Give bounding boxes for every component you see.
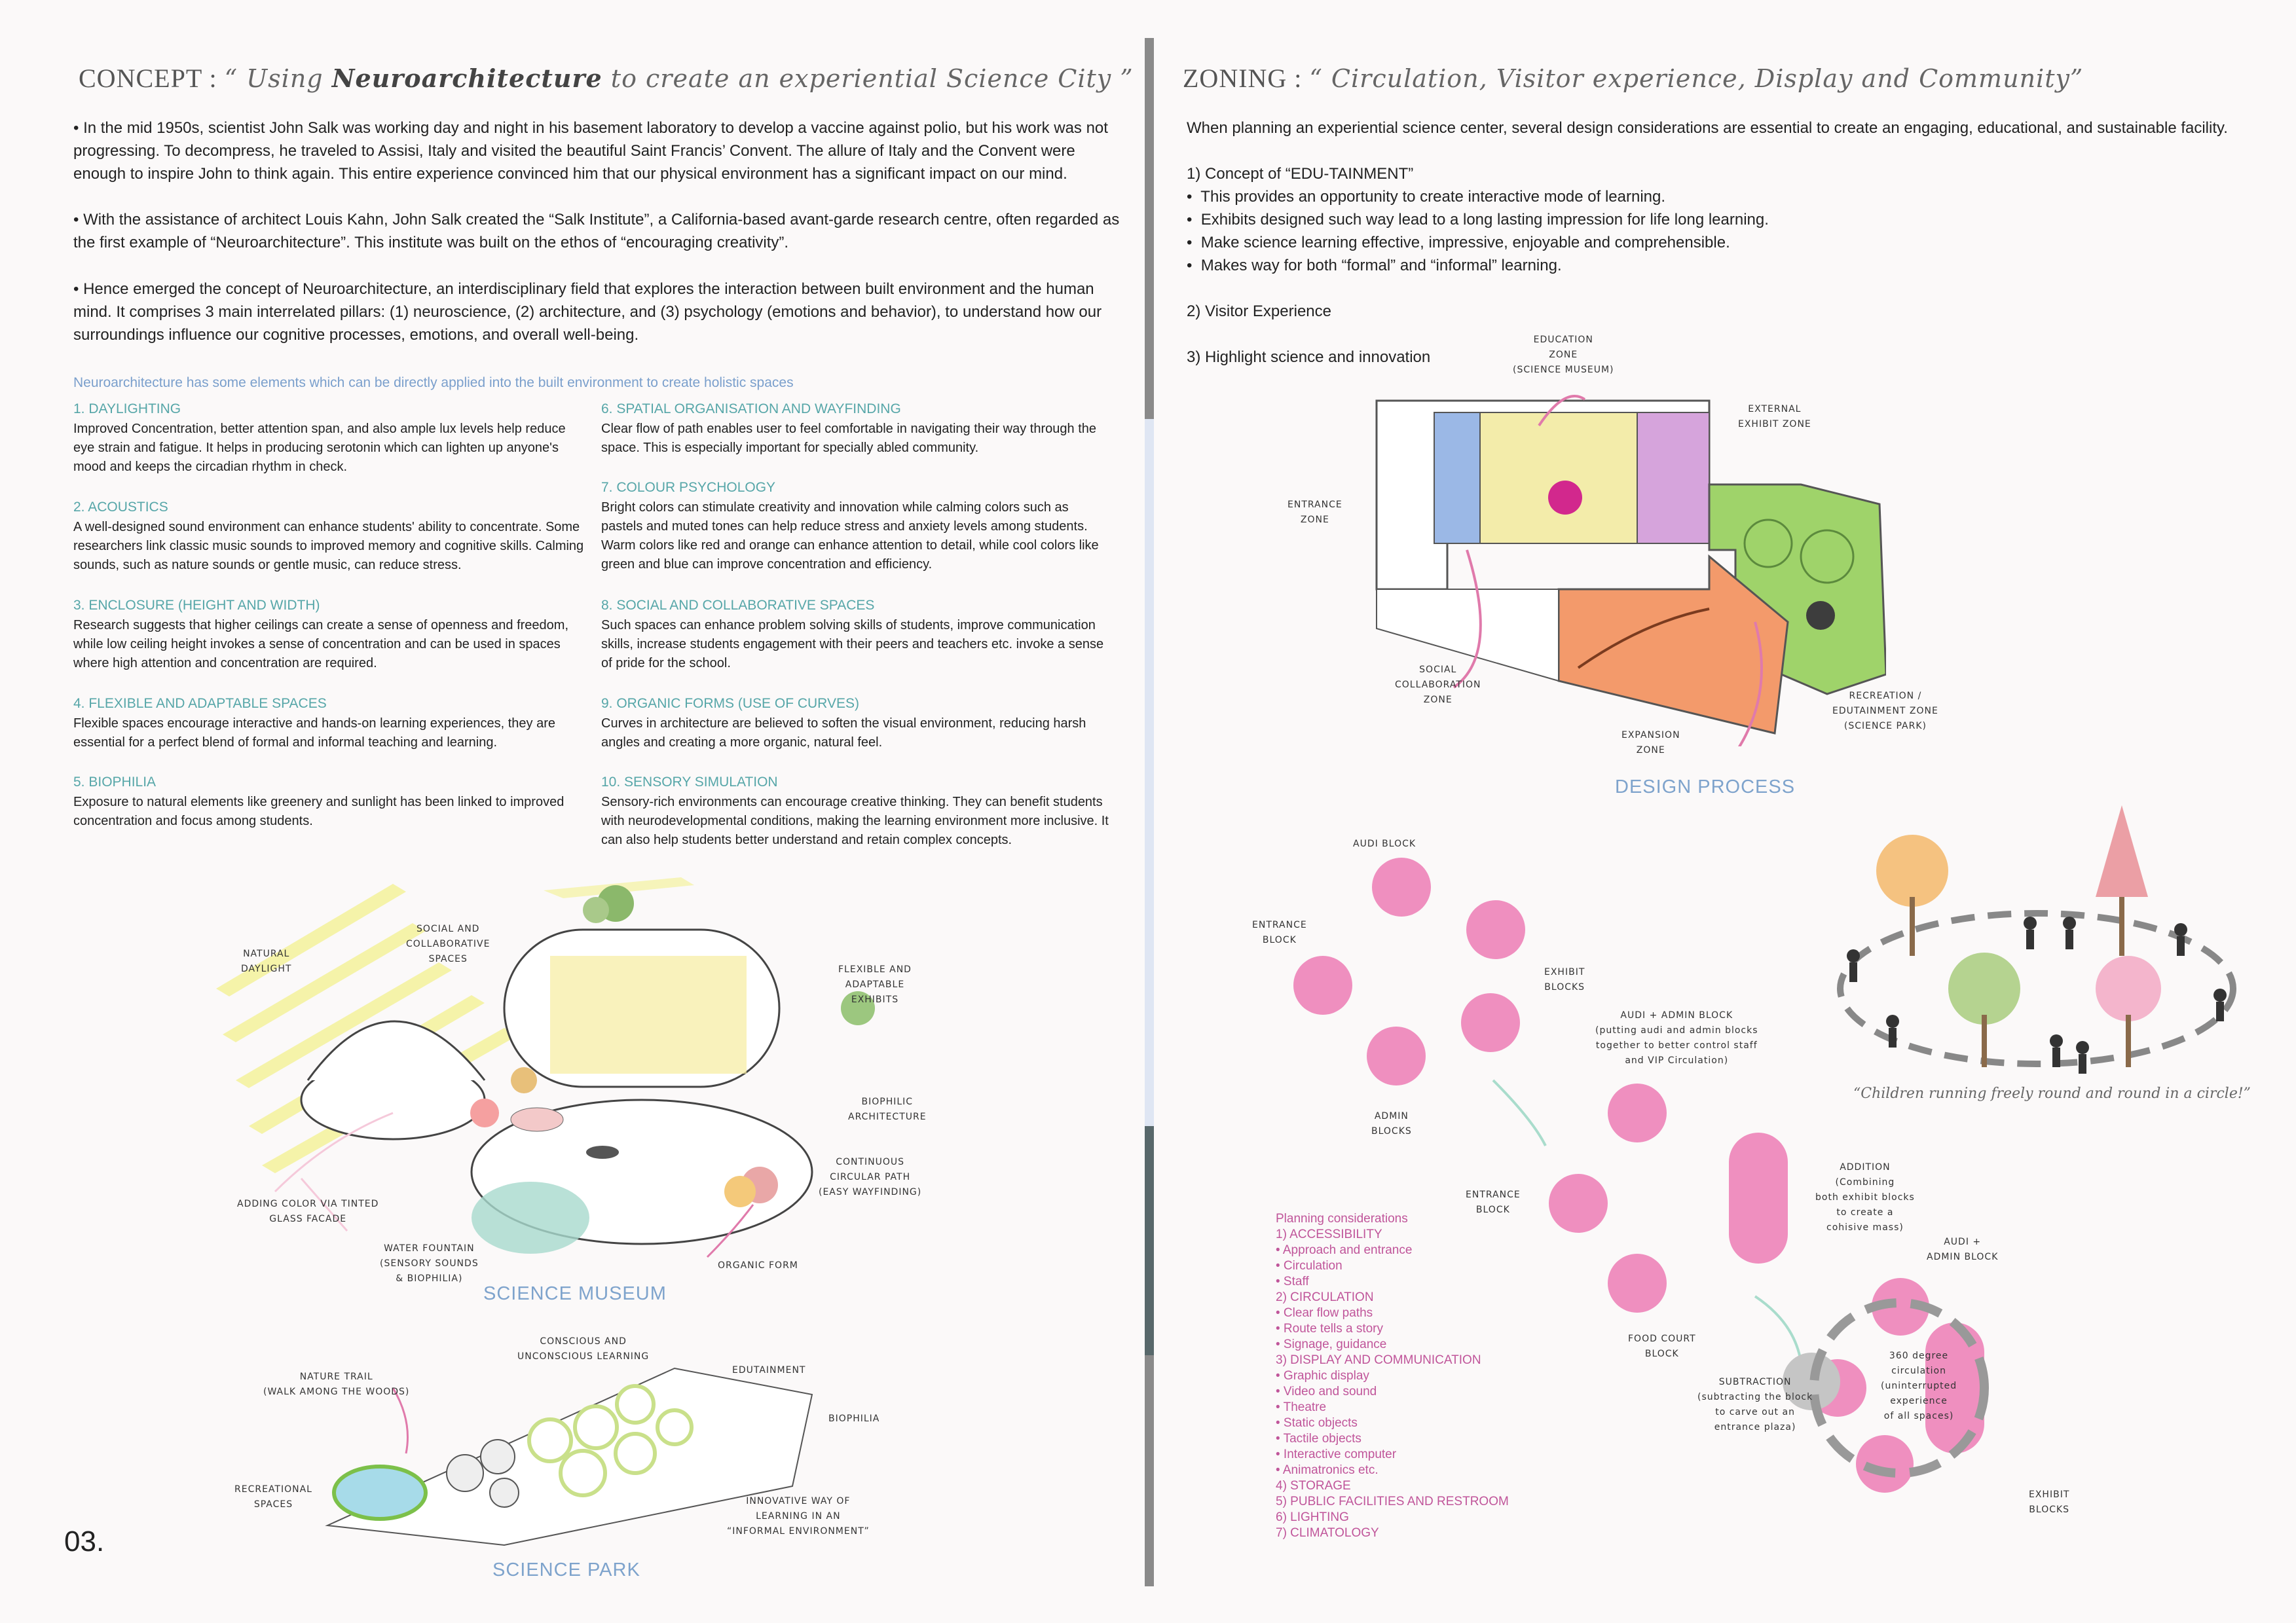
planning-considerations: Planning considerations 1) ACCESSIBILITY • Approach and entrance • Circulation • Staff 2) CIRCULATION • Clear flow paths • Route tells a story • Signage, guidance 3) DISPLAY AND COMMUNICATION • Graphic display • Video and sound • Theatre • Static objects • Tactile objects • Interactive computer • Animatronics etc. 4) STORAGE 5) PUBLIC FACILITIES AND RESTROOM 6) LIGHTING 7) CLIMATOLOGY [1276, 1212, 1509, 1540]
tree-trunk [1910, 897, 1915, 956]
bubble-entrance-2 [1549, 1174, 1608, 1233]
children-circle-illustration [1834, 799, 2240, 1087]
label-water-fountain: WATER FOUNTAIN (SENSORY SOUNDS & BIOPHILIA) [380, 1243, 479, 1284]
tree-pink [470, 1099, 499, 1127]
caption-design-process: DESIGN PROCESS [1615, 776, 1796, 797]
park-feature-dark [1806, 601, 1835, 630]
concept-paragraph-2: • With the assistance of architect Louis Kahn, John Salk created the “Salk Institute”, a California-based avant-garde research centre, often regarded as the first example of “Neuroarchitecture”. This institute was built on the ethos of “encouraging creativity”. [73, 211, 1120, 251]
tree-orange [724, 1176, 756, 1207]
label-social-spaces: SOCIAL AND COLLABORATIVE SPACES [406, 924, 491, 964]
pillar-text: Exposure to natural elements like greenery and sunlight has been linked to improved concentration and focus among students. [73, 795, 565, 828]
concept-title-quote-open: “ Using [224, 64, 332, 93]
running-circle [1840, 913, 2233, 1064]
tree-orange [1876, 835, 1948, 907]
label-entrance-zone: ENTRANCE ZONE [1287, 500, 1342, 525]
label-exhibit-blocks-2: EXHIBIT BLOCKS [2029, 1489, 2070, 1515]
label-social-zone: SOCIAL COLLABORATION ZONE [1395, 665, 1481, 705]
pillar-heading: 10. SENSORY SIMULATION [601, 775, 778, 790]
zoning-title-prefix: ZONING : [1183, 64, 1310, 93]
label-subtraction: SUBTRACTION (subtracting the block to carve out an entrance plaza) [1697, 1377, 1813, 1432]
bubble-audi [1372, 858, 1431, 917]
bubble-exhibit-2 [1461, 993, 1520, 1052]
pillar-heading: 6. SPATIAL ORGANISATION AND WAYFINDING [601, 401, 901, 416]
zone-education-yellow [1480, 412, 1637, 543]
pillar-text: Clear flow of path enables user to feel comfortable in navigating their way through the space. This is especially important for specially abled community. [601, 422, 1096, 455]
park-circle [575, 1406, 617, 1448]
tree-red [2096, 805, 2148, 897]
pillar-social [601, 598, 1112, 673]
label-recreation-zone: RECREATION / EDUTAINMENT ZONE (SCIENCE PARK) [1832, 691, 1938, 731]
pillar-text: Sensory-rich environments can encourage creative thinking. They can benefit students with neurodevelopmental conditions, making the learning environment more inclusive. It can also help students better understand and retain complex concepts. [601, 795, 1109, 847]
pillar-text: Research suggests that higher ceilings can create a sense of openness and freedom, while low ceiling height invokes a sense of concentration and can be used in spaces where high attention and concentration are required. [73, 618, 569, 670]
concept-title-keyword: Neuroarchitecture [331, 64, 602, 93]
label-continuous-path: CONTINUOUS CIRCULAR PATH (EASY WAYFINDING) [819, 1157, 922, 1197]
caption-science-park: SCIENCE PARK [492, 1559, 640, 1580]
bubble-exhibit-combined [1729, 1133, 1788, 1264]
concept-title-quote-close: to create an experiential Science City ” [602, 64, 1134, 93]
pillar-organic [601, 696, 1112, 752]
bubble-audi-admin [1608, 1084, 1667, 1142]
children-quote: “Children running freely round and round in a circle!” [1853, 1085, 2251, 1102]
tree-trunk [2126, 1015, 2131, 1067]
concept-paragraph-3: • Hence emerged the concept of Neuroarchitecture, an interdisciplinary field that explores the interaction between built environment and the human mind. It comprises 3 main interrelated pillars: (1) neuroscience, (2) architecture, and (3) psychology (emotions and behavior), to understand how our surroundings influence our cognitive processes, emotions, and overall well-being. [73, 280, 1102, 344]
label-biophilia: BIOPHILIA [828, 1413, 880, 1424]
pillar-text: Curves in architecture are believed to soften the visual environment, reducing harsh angles and creating a more organic, natural feel. [601, 716, 1086, 750]
pillar-sensory [601, 775, 1112, 850]
zone-entrance-blue [1434, 412, 1480, 543]
pillar-text: Flexible spaces encourage interactive and hands-on learning experiences, they are essential for a perfect blend of formal and informal teaching and learning. [73, 716, 556, 750]
central-core [1548, 481, 1582, 515]
park-pond [334, 1467, 426, 1519]
courtyard-pool [511, 1108, 563, 1131]
concept-title-tagline [225, 64, 1134, 93]
pillar-colour [601, 480, 1112, 574]
label-conscious-learning: CONSCIOUS AND UNCONSCIOUS LEARNING [517, 1336, 650, 1362]
pillar-acoustics [73, 500, 584, 575]
label-biophilic-architecture: BIOPHILIC ARCHITECTURE [848, 1097, 927, 1122]
park-circle [616, 1434, 655, 1473]
pillar-wayfinding [601, 401, 1112, 458]
caption-science-museum: SCIENCE MUSEUM [483, 1283, 667, 1304]
running-children [1847, 917, 2227, 1074]
concept-title-prefix: CONCEPT : [79, 64, 225, 93]
pillar-heading: 2. ACOUSTICS [73, 500, 168, 515]
pillar-biophilia [73, 775, 584, 831]
bubble-food-final [1856, 1435, 1914, 1493]
bubble-exhibit-1 [1466, 900, 1525, 959]
zoning-list: 1) Concept of “EDU-TAINMENT” • This provides an opportunity to create interactive mode of learning. • Exhibits designed such way lead to a long lasting impression for life long learning. • Make science learning effective, impressive, enjoyable and comprehensible. • Makes way for both “formal” and “informal” learning. 2) Visitor Experience 3) Highlight science and innovation [1187, 165, 1769, 366]
label-food-court: FOOD COURT BLOCK [1628, 1334, 1696, 1359]
tree-yellow [511, 1067, 537, 1093]
label-audi-admin: AUDI + ADMIN BLOCK (putting audi and admin blocks together to better control staff and VIP Circulation) [1595, 1010, 1758, 1066]
pillar-text: Improved Concentration, better attention span, and also ample lux levels help reduce eye strain and fatigue. It helps in producing serotonin which can lighten up anyone's mood and keeps the circadian rhythm in check. [73, 422, 566, 474]
label-tinted-glass: ADDING COLOR VIA TINTED GLASS FACADE [237, 1199, 379, 1224]
label-360-circulation: 360 degree circulation (uninterrupted experience of all spaces) [1881, 1351, 1957, 1421]
park-circle [561, 1451, 605, 1495]
park-circle [617, 1386, 654, 1423]
concept-title [79, 63, 1134, 94]
pillar-heading: 8. SOCIAL AND COLLABORATIVE SPACES [601, 598, 875, 613]
pillar-heading: 3. ENCLOSURE (HEIGHT AND WIDTH) [73, 598, 320, 613]
park-circle [529, 1419, 571, 1461]
step-arrow [1755, 1296, 1801, 1362]
label-admin-blocks: ADMIN BLOCKS [1371, 1111, 1412, 1137]
pillar-daylighting [73, 401, 584, 477]
zoning-title [1183, 63, 2083, 94]
pillar-text: Such spaces can enhance problem solving skills of students, improve communication skills, increase students engagement with their peers and teachers etc. invoke a sense of pride for the school. [601, 618, 1104, 670]
divider-accent-light [1145, 419, 1154, 1126]
bubble-admin [1367, 1027, 1426, 1085]
pillar-heading: 9. ORGANIC FORMS (USE OF CURVES) [601, 696, 859, 711]
zoning-intro: When planning an experiential science center, several design considerations are essential to create an engaging, educational, and sustainable facility. [1187, 119, 2228, 137]
pillars-intro: Neuroarchitecture has some elements which can be directly applied into the built environment to create holistic spaces [73, 375, 794, 390]
geodesic-dome [481, 1440, 515, 1474]
pillar-text: Bright colors can stimulate creativity and innovation while calming colors such as pastels and muted tones can help reduce stress and anxiety levels among students. Warm colors like red and orange can enhance attention to detail, while cool colors like green and blue can improve concentration and efficiency. [601, 500, 1099, 572]
tree-green [1948, 953, 2020, 1025]
label-external-exhibit: EXTERNAL EXHIBIT ZONE [1738, 404, 1811, 429]
label-exhibit-blocks: EXHIBIT BLOCKS [1544, 967, 1585, 993]
zoning-title-tagline: “ Circulation, Visitor experience, Display and Community” [1309, 64, 2084, 93]
step-arrow [1493, 1080, 1546, 1146]
divider-accent-dark [1145, 1126, 1154, 1355]
label-entrance-block: ENTRANCE BLOCK [1252, 920, 1307, 945]
pillar-heading: 4. FLEXIBLE AND ADAPTABLE SPACES [73, 696, 327, 711]
tinted-glass [550, 956, 747, 1074]
tree-trunk [1982, 1015, 1987, 1067]
label-education-zone: EDUCATION ZONE (SCIENCE MUSEUM) [1513, 335, 1614, 375]
pillar-text: A well-designed sound environment can enhance students' ability to concentrate. Some researchers link classic music sounds to improved memory and cognitive skills. Calming sounds, such as nature sounds or gentle music, can reduce stress. [73, 520, 584, 572]
bubble-entrance [1293, 956, 1352, 1015]
pillar-heading: 5. BIOPHILIA [73, 775, 157, 790]
label-innovative-learning: INNOVATIVE WAY OF LEARNING IN AN “INFORMAL ENVIRONMENT” [727, 1496, 870, 1537]
concept-paragraph-1: • In the mid 1950s, scientist John Salk was working day and night in his basement laboratory to develop a vaccine against polio, but his work was not progressing. To decompress, he traveled to Assisi, Italy and visited the beautiful Saint Francis’ Convent. The allure of Italy and the Convent were enough to inspire John to think again. This entire experience convinced him that our physical environment has a significant impact on our mind. [73, 119, 1108, 183]
pillar-flexible [73, 696, 584, 752]
geodesic-dome [447, 1455, 483, 1491]
tree-green-2 [583, 897, 609, 923]
pillar-heading: 7. COLOUR PSYCHOLOGY [601, 480, 776, 495]
label-natural-daylight: NATURAL DAYLIGHT [241, 949, 292, 974]
label-audi-admin-2: AUDI + ADMIN BLOCK [1927, 1237, 1999, 1262]
label-edutainment: EDUTAINMENT [732, 1365, 806, 1376]
geodesic-dome [490, 1478, 519, 1507]
page-number: 03. [64, 1525, 105, 1558]
tree-trunk [2119, 897, 2124, 956]
label-organic-form: ORGANIC FORM [718, 1260, 798, 1271]
water-fountain [472, 1182, 589, 1254]
zone-exhibit-purple [1637, 412, 1709, 543]
pillar-enclosure [73, 598, 584, 673]
label-addition: ADDITION (Combining both exhibit blocks to create a cohisive mass) [1815, 1162, 1915, 1233]
pillar-heading: 1. DAYLIGHTING [73, 401, 181, 416]
label-expansion-zone: EXPANSION ZONE [1621, 730, 1680, 756]
bubble-food-court [1608, 1254, 1667, 1313]
park-circle [657, 1410, 692, 1444]
skylight [586, 1146, 619, 1159]
label-entrance-block-2: ENTRANCE BLOCK [1466, 1190, 1521, 1215]
tree-pink [2096, 956, 2161, 1021]
label-nature-trail: NATURE TRAIL (WALK AMONG THE WOODS) [263, 1372, 410, 1397]
label-audi-block: AUDI BLOCK [1353, 839, 1416, 849]
label-flexible-exhibits: FLEXIBLE AND ADAPTABLE EXHIBITS [838, 964, 912, 1005]
label-recreational-spaces: RECREATIONAL SPACES [234, 1484, 312, 1510]
